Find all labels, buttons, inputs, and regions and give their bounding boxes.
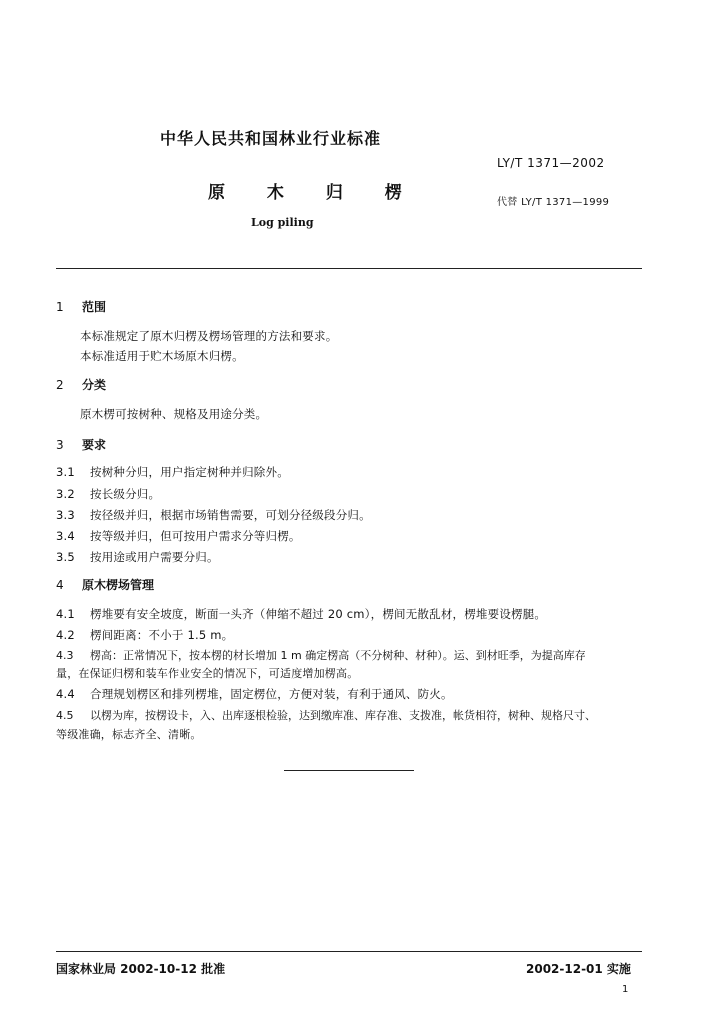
paragraph: 本标准适用于贮木场原木归楞。 bbox=[80, 349, 244, 363]
clause-text: 合理规划楞区和排列楞堆，固定楞位，方便对装，有利于通风、防火。 bbox=[90, 687, 453, 701]
clause-number: 4.1 bbox=[56, 607, 75, 621]
implementation-date: 2002-12-01 实施 bbox=[526, 962, 631, 976]
clause-item bbox=[56, 549, 219, 565]
clause-number: 4.4 bbox=[56, 687, 75, 701]
section-3-heading bbox=[56, 436, 106, 453]
clause-text: 按树种分归，用户指定树种并归除外。 bbox=[90, 465, 289, 479]
page-number: 1 bbox=[622, 984, 629, 995]
clause-text: 楞堆要有安全坡度，断面一头齐（伸缩不超过 20 cm），楞间无散乱材，楞堆要设楞腿。 bbox=[90, 607, 547, 621]
section-title: 原木楞场管理 bbox=[82, 578, 155, 592]
clause-number: 3.5 bbox=[56, 550, 75, 564]
section-1-heading bbox=[56, 298, 106, 315]
clause-item bbox=[56, 686, 453, 702]
clause-text: 按长级分归。 bbox=[90, 487, 161, 501]
clause-item bbox=[56, 486, 160, 502]
clause-text: 楞间距离：不小于 1.5 m。 bbox=[90, 628, 234, 642]
section-number: 1 bbox=[56, 300, 64, 314]
clause-text: 楞高：正常情况下，按本楞的材长增加 1 m 确定楞高（不分树种、材种）。运、到材旺季，为提高库存 bbox=[90, 649, 586, 662]
clause-text: 按用途或用户需要分归。 bbox=[90, 550, 219, 564]
header-divider bbox=[56, 268, 642, 269]
clause-number: 4.5 bbox=[56, 709, 74, 722]
clause-item bbox=[56, 606, 546, 622]
paragraph: 原木楞可按树种、规格及用途分类。 bbox=[80, 407, 268, 421]
issuing-category: 中华人民共和国林业行业标准 bbox=[160, 129, 382, 148]
approval-date: 国家林业局 2002-10-12 批准 bbox=[56, 962, 226, 976]
clause-item bbox=[56, 707, 596, 723]
clause-continuation: 量，在保证归楞和装车作业安全的情况下，可适度增加楞高。 bbox=[56, 667, 359, 680]
section-title: 分类 bbox=[82, 378, 107, 392]
clause-text: 按径级并归，根据市场销售需要，可划分径级段分归。 bbox=[90, 508, 371, 522]
replaces-standard: 代替 LY/T 1371—1999 bbox=[497, 197, 610, 208]
clause-item bbox=[56, 507, 371, 523]
clause-item bbox=[56, 647, 586, 663]
paragraph: 本标准规定了原木归楞及楞场管理的方法和要求。 bbox=[80, 329, 338, 343]
clause-number: 3.4 bbox=[56, 529, 75, 543]
section-4-heading bbox=[56, 576, 154, 593]
clause-number: 3.2 bbox=[56, 487, 75, 501]
section-number: 3 bbox=[56, 438, 64, 452]
clause-number: 4.3 bbox=[56, 649, 74, 662]
section-2-heading bbox=[56, 376, 106, 393]
clause-item bbox=[56, 464, 289, 480]
end-of-text-rule bbox=[284, 770, 414, 771]
section-title: 要求 bbox=[82, 438, 107, 452]
clause-number: 3.1 bbox=[56, 465, 75, 479]
clause-number: 4.2 bbox=[56, 628, 75, 642]
standard-code: LY/T 1371—2002 bbox=[497, 156, 605, 170]
clause-text: 按等级并归，但可按用户需求分等归楞。 bbox=[90, 529, 301, 543]
clause-continuation: 等级准确，标志齐全、清晰。 bbox=[56, 728, 202, 741]
section-number: 2 bbox=[56, 378, 64, 392]
clause-item bbox=[56, 627, 233, 643]
clause-text: 以楞为库，按楞设卡，入、出库逐根检验，达到缴库准、库存准、支拨准，帐货相符，树种、规格尺寸、 bbox=[90, 709, 596, 722]
section-title: 范围 bbox=[82, 300, 107, 314]
footer-divider bbox=[56, 951, 642, 952]
section-number: 4 bbox=[56, 578, 64, 592]
document-title: 原 木 归 楞 bbox=[208, 183, 420, 203]
clause-number: 3.3 bbox=[56, 508, 75, 522]
clause-item bbox=[56, 528, 301, 544]
english-title: Log piling bbox=[251, 216, 314, 229]
